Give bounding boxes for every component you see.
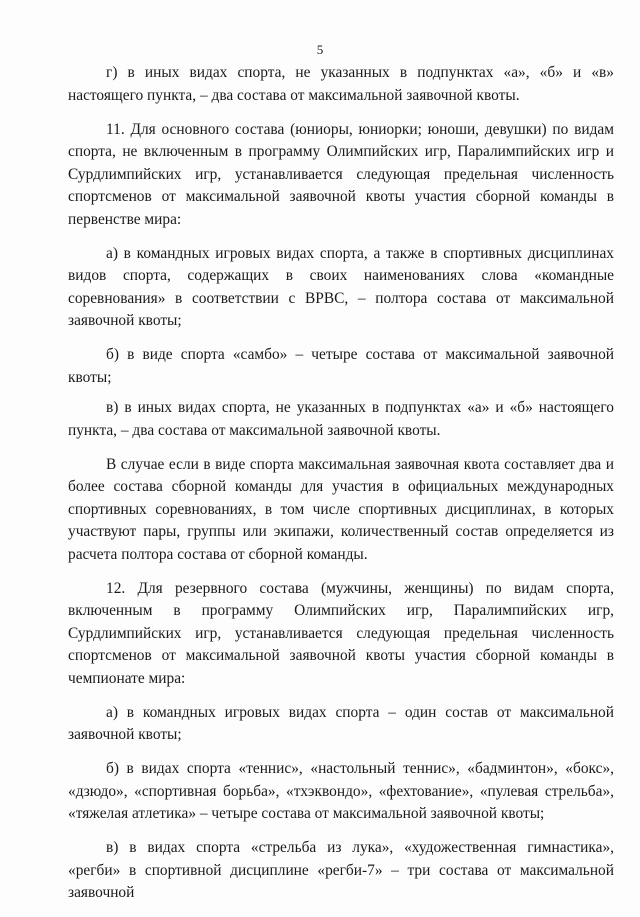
paragraph-12-v-archery-gymnastics-rugby: в) в видах спорта «стрельба из лука», «художественная гимнастика», «регби» в спортивной дисциплине «регби-7» – три состава от максимальной заявочной xyxy=(68,839,614,901)
paragraph-11-b-sambo: б) в виде спорта «самбо» – четыре состава от максимальной заявочной квоты; xyxy=(68,346,614,386)
document-body xyxy=(68,62,614,916)
paragraph-12-a-team-sports: а) в командных игровых видах спорта – один состав от максимальной заявочной квоты; xyxy=(68,703,614,743)
paragraph-11-v-other-sports: в) в иных видах спорта, не указанных в подпунктах «а» и «б» настоящего пункта, – два состава от максимальной заявочной квоты. xyxy=(68,399,614,439)
paragraph-12-reserve-team: 12. Для резервного состава (мужчины, женщины) по видам спорта, включенным в программу Олимпийских игр, Паралимпийских игр, Сурдлимпийских игр, устанавливается следующая предельная численность спортсменов от максимальной заявочной квоты участия сборной команды в чемпионате мира: xyxy=(68,579,614,687)
paragraph-12-b-individual-sports: б) в видах спорта «теннис», «настольный теннис», «бадминтон», «бокс», «дзюдо», «спортивная борьба», «тхэквондо», «фехтование», «пулевая стрельба», «тяжелая атлетика» – четыре состава от максимальной заявочной квоты; xyxy=(68,760,614,822)
page-number: 5 xyxy=(316,42,324,57)
paragraph-g-other-sports: г) в иных видах спорта, не указанных в подпунктах «а», «б» и «в» настоящего пункта, – два состава от максимальной заявочной квоты. xyxy=(68,64,614,104)
paragraph-11-a-team-sports: а) в командных игровых видах спорта, а также в спортивных дисциплинах видов спорта, содержащих в своих наименованиях слова «командные соревнования» в соответствии с ВРВС, – полтора состава от максимальной заявочной квоты; xyxy=(68,244,614,329)
paragraph-11-main-team: 11. Для основного состава (юниоры, юниорки; юноши, девушки) по видам спорта, не включенным в программу Олимпийских игр, Паралимпийских игр и Сурдлимпийских игр, устанавливается следующая предельная численность спортсменов от максимальной заявочной квоты участия сборной команды в первенстве мира: xyxy=(68,120,614,228)
paragraph-quota-case: В случае если в виде спорта максимальная заявочная квота составляет два и более состава сборной команды для участия в официальных международных спортивных соревнованиях, в том числе спортивных дисциплинах, в которых участвуют пары, группы или экипажи, количественный состав определяется из расчета полтора состава от сборной команды. xyxy=(68,455,614,563)
